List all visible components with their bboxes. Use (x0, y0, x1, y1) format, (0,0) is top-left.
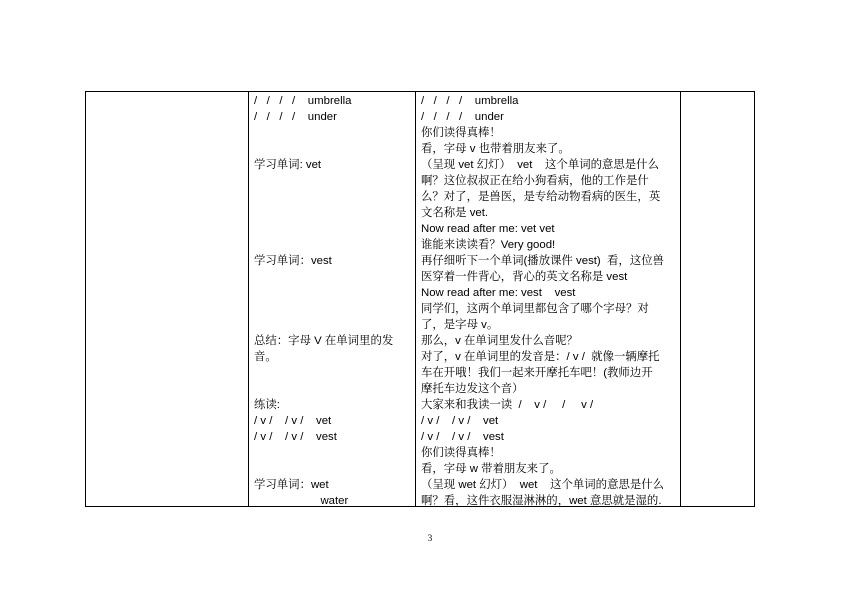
teacher-column-line: 看，字母 v 也带着朋友来了。 (421, 143, 570, 155)
student-column-line: / v / / v / vest (254, 431, 337, 443)
student-column-line (254, 125, 414, 141)
teacher-column-line: / / / / under (421, 111, 504, 123)
teacher-column-line: 啊？这位叔叔正在给小狗看病，他的工作是什 (421, 175, 649, 187)
student-column-line (254, 173, 414, 189)
student-column-line: 学习单词: vet (254, 159, 322, 171)
student-column-line (254, 317, 414, 333)
teacher-column-line: 车在开哦！我们一起来开摩托车吧！(教师边开 (421, 367, 653, 379)
student-column-line (254, 221, 414, 237)
teacher-activity-column (421, 93, 681, 509)
teacher-column-line: 你们读得真棒！ (421, 447, 501, 459)
teacher-column-line: 谁能来读读看？Very good! (421, 239, 556, 251)
teacher-column-line: 你们读得真棒！ (421, 127, 501, 139)
student-column-line: 练读: (254, 399, 280, 411)
student-column-line: / v / / v / vet (254, 415, 332, 427)
student-column-line (254, 285, 414, 301)
student-column-line: 音。 (254, 351, 277, 363)
teacher-column-line: 么？对了，是兽医，是专给动物看病的医生，英 (421, 191, 661, 203)
student-column-line (254, 205, 414, 221)
teacher-column-line: 摩托车边发这个音） (421, 383, 524, 395)
teacher-column-line: 啊？看，这件衣服湿淋淋的，wet 意思就是湿的. (421, 495, 662, 507)
student-column-line (254, 445, 414, 461)
student-column-line (254, 301, 414, 317)
teacher-column-line: 文名称是 vet. (421, 207, 489, 219)
page-number: 3 (427, 533, 433, 543)
student-column-line (254, 365, 414, 381)
teacher-column-line: / / / / umbrella (421, 95, 519, 107)
teacher-column-line: / v / / v / vest (421, 431, 504, 443)
teacher-column-line: / v / / v / vet (421, 415, 499, 427)
student-column-line: water (254, 495, 349, 507)
teacher-column-line: 再仔细听下一个单词(播放课件 vest) 看，这位兽 (421, 255, 665, 267)
teacher-column-line: （呈现 wet 幻灯） wet 这个单词的意思是什么 (421, 479, 665, 491)
student-column-line (254, 461, 414, 477)
student-column-line (254, 237, 414, 253)
student-column-line: 学习单词：vest (254, 255, 332, 267)
teacher-column-line: 对了，v 在单词里的发音是：/ v / 就像一辆摩托 (421, 351, 660, 363)
student-column-line (254, 381, 414, 397)
teacher-column-line: 同学们，这两个单词里都包含了哪个字母？对 (421, 303, 649, 315)
teacher-column-line: （呈现 vet 幻灯） vet 这个单词的意思是什么 (421, 159, 659, 171)
student-column-line (254, 189, 414, 205)
student-activity-column (254, 93, 414, 509)
student-column-line (254, 269, 414, 285)
teacher-column-line: Now read after me: vet vet (421, 223, 555, 235)
student-column-line: / / / / umbrella (254, 95, 352, 107)
column-divider-2 (415, 92, 416, 506)
student-column-line (254, 141, 414, 157)
teacher-column-line: 看，字母 w 带着朋友来了。 (421, 463, 561, 475)
student-column-line: 学习单词：wet (254, 479, 329, 491)
column-divider-1 (248, 92, 249, 506)
teacher-column-line: 那么，v 在单词里发什么音呢？ (421, 335, 578, 347)
student-column-line: 总结：字母 V 在单词里的发 (254, 335, 394, 347)
student-column-line: / / / / under (254, 111, 337, 123)
teacher-column-line: 医穿着一件背心，背心的英文名称是 vest (421, 271, 628, 283)
teacher-column-line: 了，是字母 v。 (421, 319, 499, 331)
teacher-column-line: 大家来和我读一读 / v / / v / (421, 399, 594, 411)
lesson-plan-table (85, 91, 755, 507)
teacher-column-line: Now read after me: vest vest (421, 287, 576, 299)
